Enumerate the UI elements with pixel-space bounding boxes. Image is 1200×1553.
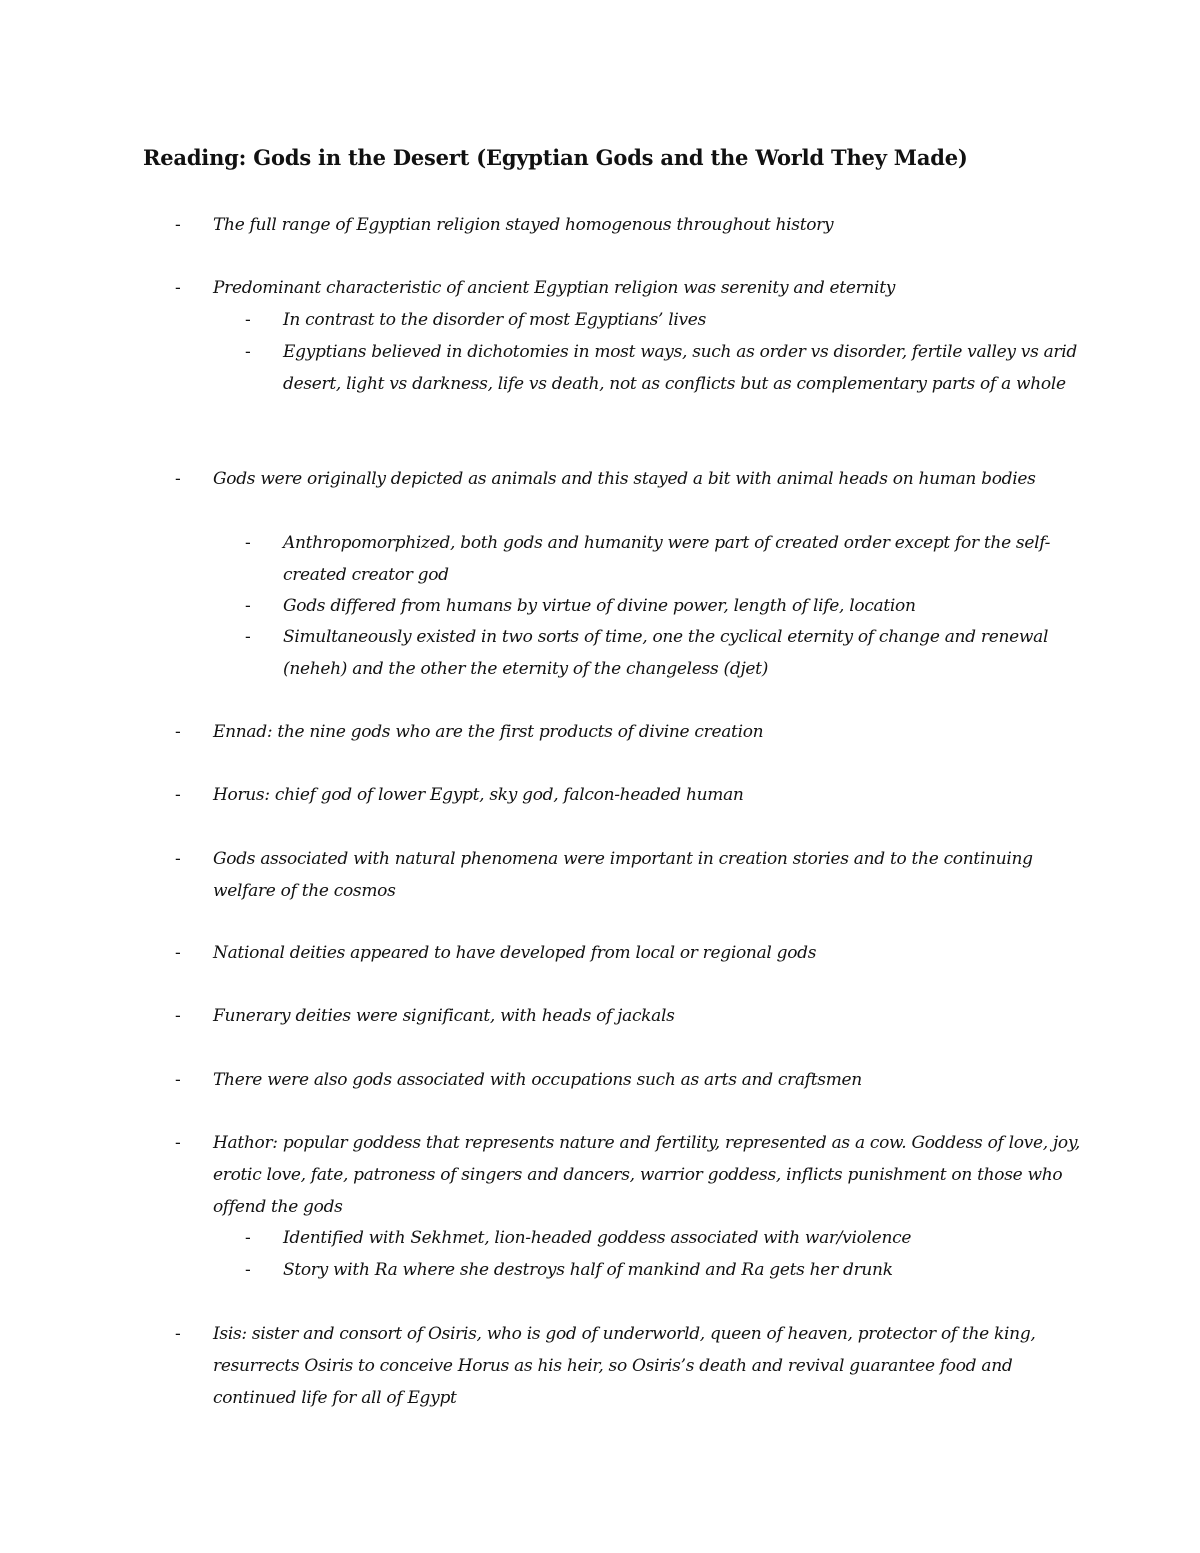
bullet-dash: -: [245, 533, 251, 553]
bullet-text: Anthropomorphized, both gods and humanity were part of created order except for the self-created creator god: [283, 533, 1051, 585]
sub-bullet-item: [245, 527, 1083, 591]
bullet-dash: -: [245, 596, 251, 616]
bullet-item: [175, 1064, 1083, 1096]
bullet-item: [175, 843, 1083, 907]
bullet-dash: -: [175, 1324, 181, 1344]
bullet-text: Gods were originally depicted as animals and this stayed a bit with animal heads on human bodies: [213, 469, 1036, 489]
bullet-dash: -: [175, 469, 181, 489]
bullet-dash: -: [245, 1228, 251, 1248]
bullet-dash: -: [175, 1070, 181, 1090]
sub-bullet-item: [245, 621, 1083, 685]
bullet-text: Gods associated with natural phenomena were important in creation stories and to the continuing welfare of the cosmos: [213, 849, 1033, 901]
bullet-dash: -: [245, 627, 251, 647]
bullet-item: [175, 716, 1083, 748]
bullet-item: [175, 779, 1083, 811]
sub-bullet-item: [245, 1222, 1083, 1254]
bullet-text: Hathor: popular goddess that represents nature and fertility, represented as a cow. Goddess of love, joy, erotic love, fate, patroness of singers and dancers, warrior goddess, inflicts punishment on those who offend the gods: [213, 1133, 1081, 1217]
bullet-dash: -: [245, 342, 251, 362]
bullet-text: Simultaneously existed in two sorts of time, one the cyclical eternity of change and renewal (neheh) and the other the eternity of the changeless (djet): [283, 627, 1049, 679]
sub-bullet-item: [245, 336, 1083, 400]
bullet-text: There were also gods associated with occupations such as arts and craftsmen: [213, 1070, 862, 1090]
bullet-item: [175, 272, 1083, 304]
sub-bullet-item: [245, 1254, 1083, 1286]
bullet-text: Egyptians believed in dichotomies in most ways, such as order vs disorder, fertile valley vs arid desert, light vs darkness, life vs death, not as conflicts but as complementary parts of a whole: [283, 342, 1077, 394]
bullet-text: Story with Ra where she destroys half of mankind and Ra gets her drunk: [283, 1260, 893, 1280]
bullet-dash: -: [175, 1133, 181, 1153]
bullet-text: The full range of Egyptian religion stayed homogenous throughout history: [213, 215, 834, 235]
bullet-dash: -: [175, 943, 181, 963]
document-title: Reading: Gods in the Desert (Egyptian Gods and the World They Made): [143, 145, 968, 170]
bullet-text: In contrast to the disorder of most Egyptians’ lives: [283, 310, 706, 330]
bullet-item: [175, 1318, 1083, 1414]
bullet-item: [175, 1127, 1083, 1223]
bullet-dash: -: [175, 785, 181, 805]
bullet-dash: -: [245, 310, 251, 330]
bullet-item: [175, 937, 1083, 969]
bullet-text: National deities appeared to have developed from local or regional gods: [213, 943, 817, 963]
bullet-dash: -: [175, 215, 181, 235]
bullet-dash: -: [175, 278, 181, 298]
sub-bullet-item: [245, 304, 1083, 336]
bullet-text: Predominant characteristic of ancient Egyptian religion was serenity and eternity: [213, 278, 896, 298]
bullet-text: Identified with Sekhmet, lion-headed goddess associated with war/violence: [283, 1228, 912, 1248]
bullet-item: [175, 463, 1083, 495]
bullet-text: Isis: sister and consort of Osiris, who is god of underworld, queen of heaven, protector of the king, resurrects Osiris to conceive Horus as his heir, so Osiris’s death and revival guarantee food and continued life for all of Egypt: [213, 1324, 1036, 1408]
bullet-text: Horus: chief god of lower Egypt, sky god, falcon-headed human: [213, 785, 744, 805]
bullet-item: [175, 209, 1083, 241]
bullet-text: Gods differed from humans by virtue of divine power, length of life, location: [283, 596, 916, 616]
bullet-item: [175, 1000, 1083, 1032]
bullet-text: Ennad: the nine gods who are the first products of divine creation: [213, 722, 764, 742]
bullet-text: Funerary deities were significant, with heads of jackals: [213, 1006, 675, 1026]
bullet-dash: -: [175, 849, 181, 869]
bullet-dash: -: [175, 722, 181, 742]
bullet-dash: -: [175, 1006, 181, 1026]
bullet-dash: -: [245, 1260, 251, 1280]
sub-bullet-item: [245, 590, 1083, 622]
